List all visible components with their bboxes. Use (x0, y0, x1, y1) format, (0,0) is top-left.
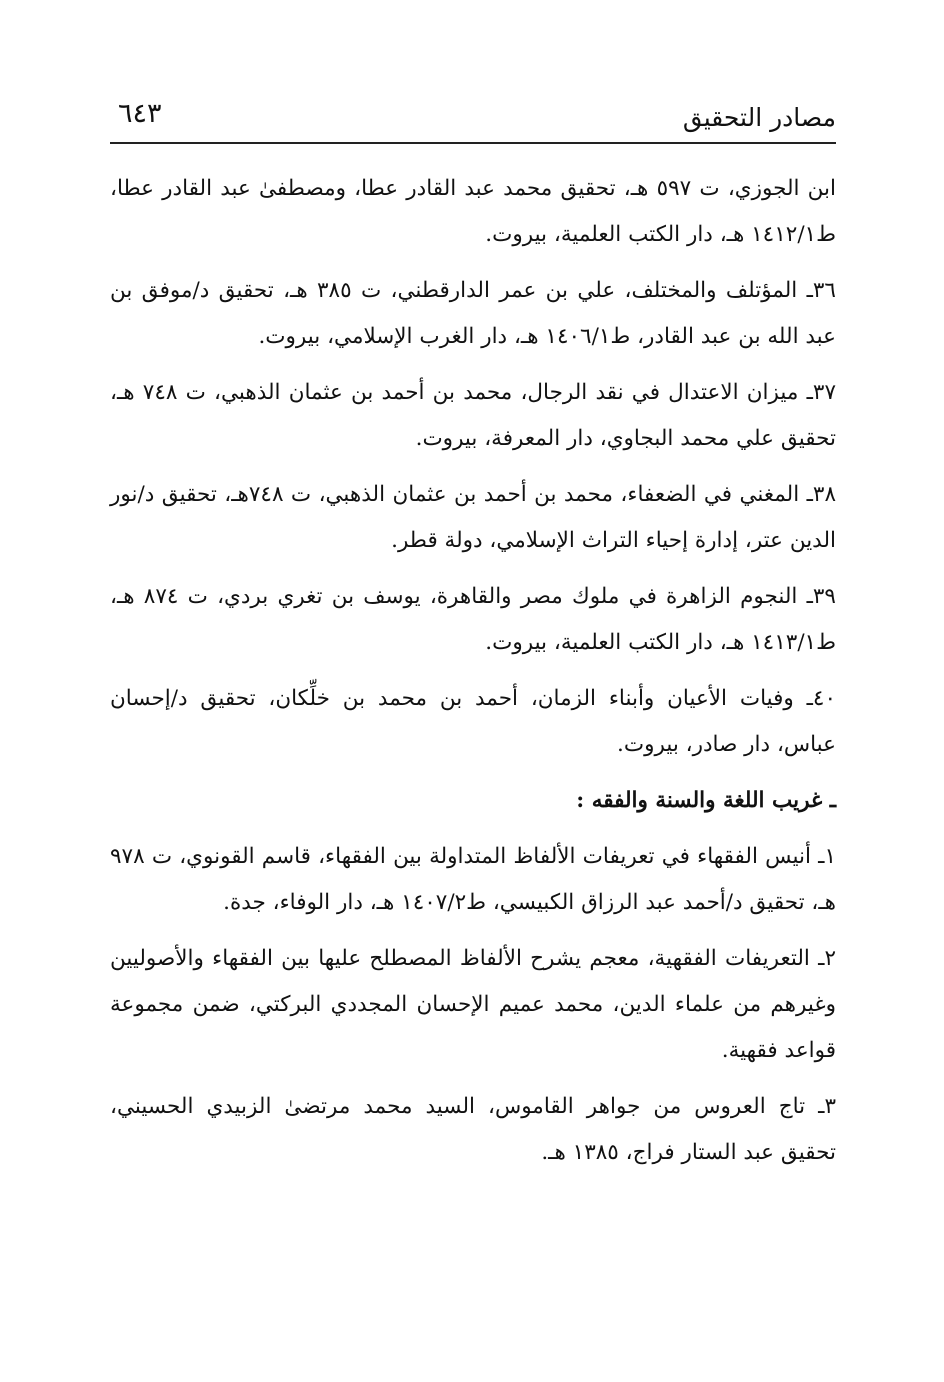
bibliography-entry: ابن الجوزي، ت ٥٩٧ هـ، تحقيق محمد عبد القادر عطا، ومصطفىٰ عبد القادر عطا، ط١٤١٢/١ هـ، دار الكتب العلمية، بيروت. (110, 176, 837, 247)
page-number: ٦٤٣ (118, 98, 162, 129)
bibliography-entry: ٢ـ التعريفات الفقهية، معجم يشرح الألفاظ المصطلح عليها بين الفقهاء والأصوليين وغيرهم من علماء الدين، محمد عميم الإحسان المجددي البركتي، ضمن مجموعة قواعد فقهية. (110, 946, 836, 1063)
bibliography-entry: ٣ـ تاج العروس من جواهر القاموس، السيد محمد مرتضىٰ الزبيدي الحسيني، تحقيق عبد الستار فراج، ١٣٨٥ هـ. (110, 1094, 836, 1165)
book-page (110, 92, 836, 1186)
page-header (110, 92, 836, 144)
bibliography-entry: ٣٦ـ المؤتلف والمختلف، علي بن عمر الدارقطني، ت ٣٨٥ هـ، تحقيق د/موفق بن عبد الله بن عبد القادر، ط١٤٠٦/١ هـ، دار الغرب الإسلامي، بيروت. (110, 278, 836, 349)
bibliography-entry: ٣٨ـ المغني في الضعفاء، محمد بن أحمد بن عثمان الذهبي، ت ٧٤٨هـ، تحقيق د/نور الدين عتر، إدارة إحياء التراث الإسلامي، دولة قطر. (110, 482, 836, 553)
bibliography-entry: ٣٧ـ ميزان الاعتدال في نقد الرجال، محمد بن أحمد بن عثمان الذهبي، ت ٧٤٨ هـ، تحقيق علي محمد البجاوي، دار المعرفة، بيروت. (110, 380, 836, 451)
section-heading: ـ غريب اللغة والسنة والفقه : (576, 788, 836, 813)
bibliography-entry: ٣٩ـ النجوم الزاهرة في ملوك مصر والقاهرة، يوسف بن تغري بردي، ت ٨٧٤ هـ، ط١٤١٣/١ هـ، دار الكتب العلمية، بيروت. (110, 584, 836, 655)
bibliography-entry: ٤٠ـ وفيات الأعيان وأبناء الزمان، أحمد بن محمد بن خلِّكان، تحقيق د/إحسان عباس، دار صادر، بيروت. (110, 686, 836, 757)
bibliography-entry: ١ـ أنيس الفقهاء في تعريفات الألفاظ المتداولة بين الفقهاء، قاسم القونوي، ت ٩٧٨ هـ، تحقيق د/أحمد عبد الرزاق الكبيسي، ط١٤٠٧/٢ هـ، دار الوفاء، جدة. (110, 844, 836, 915)
bibliography-content (110, 166, 836, 1176)
running-title: مصادر التحقيق (682, 103, 836, 132)
